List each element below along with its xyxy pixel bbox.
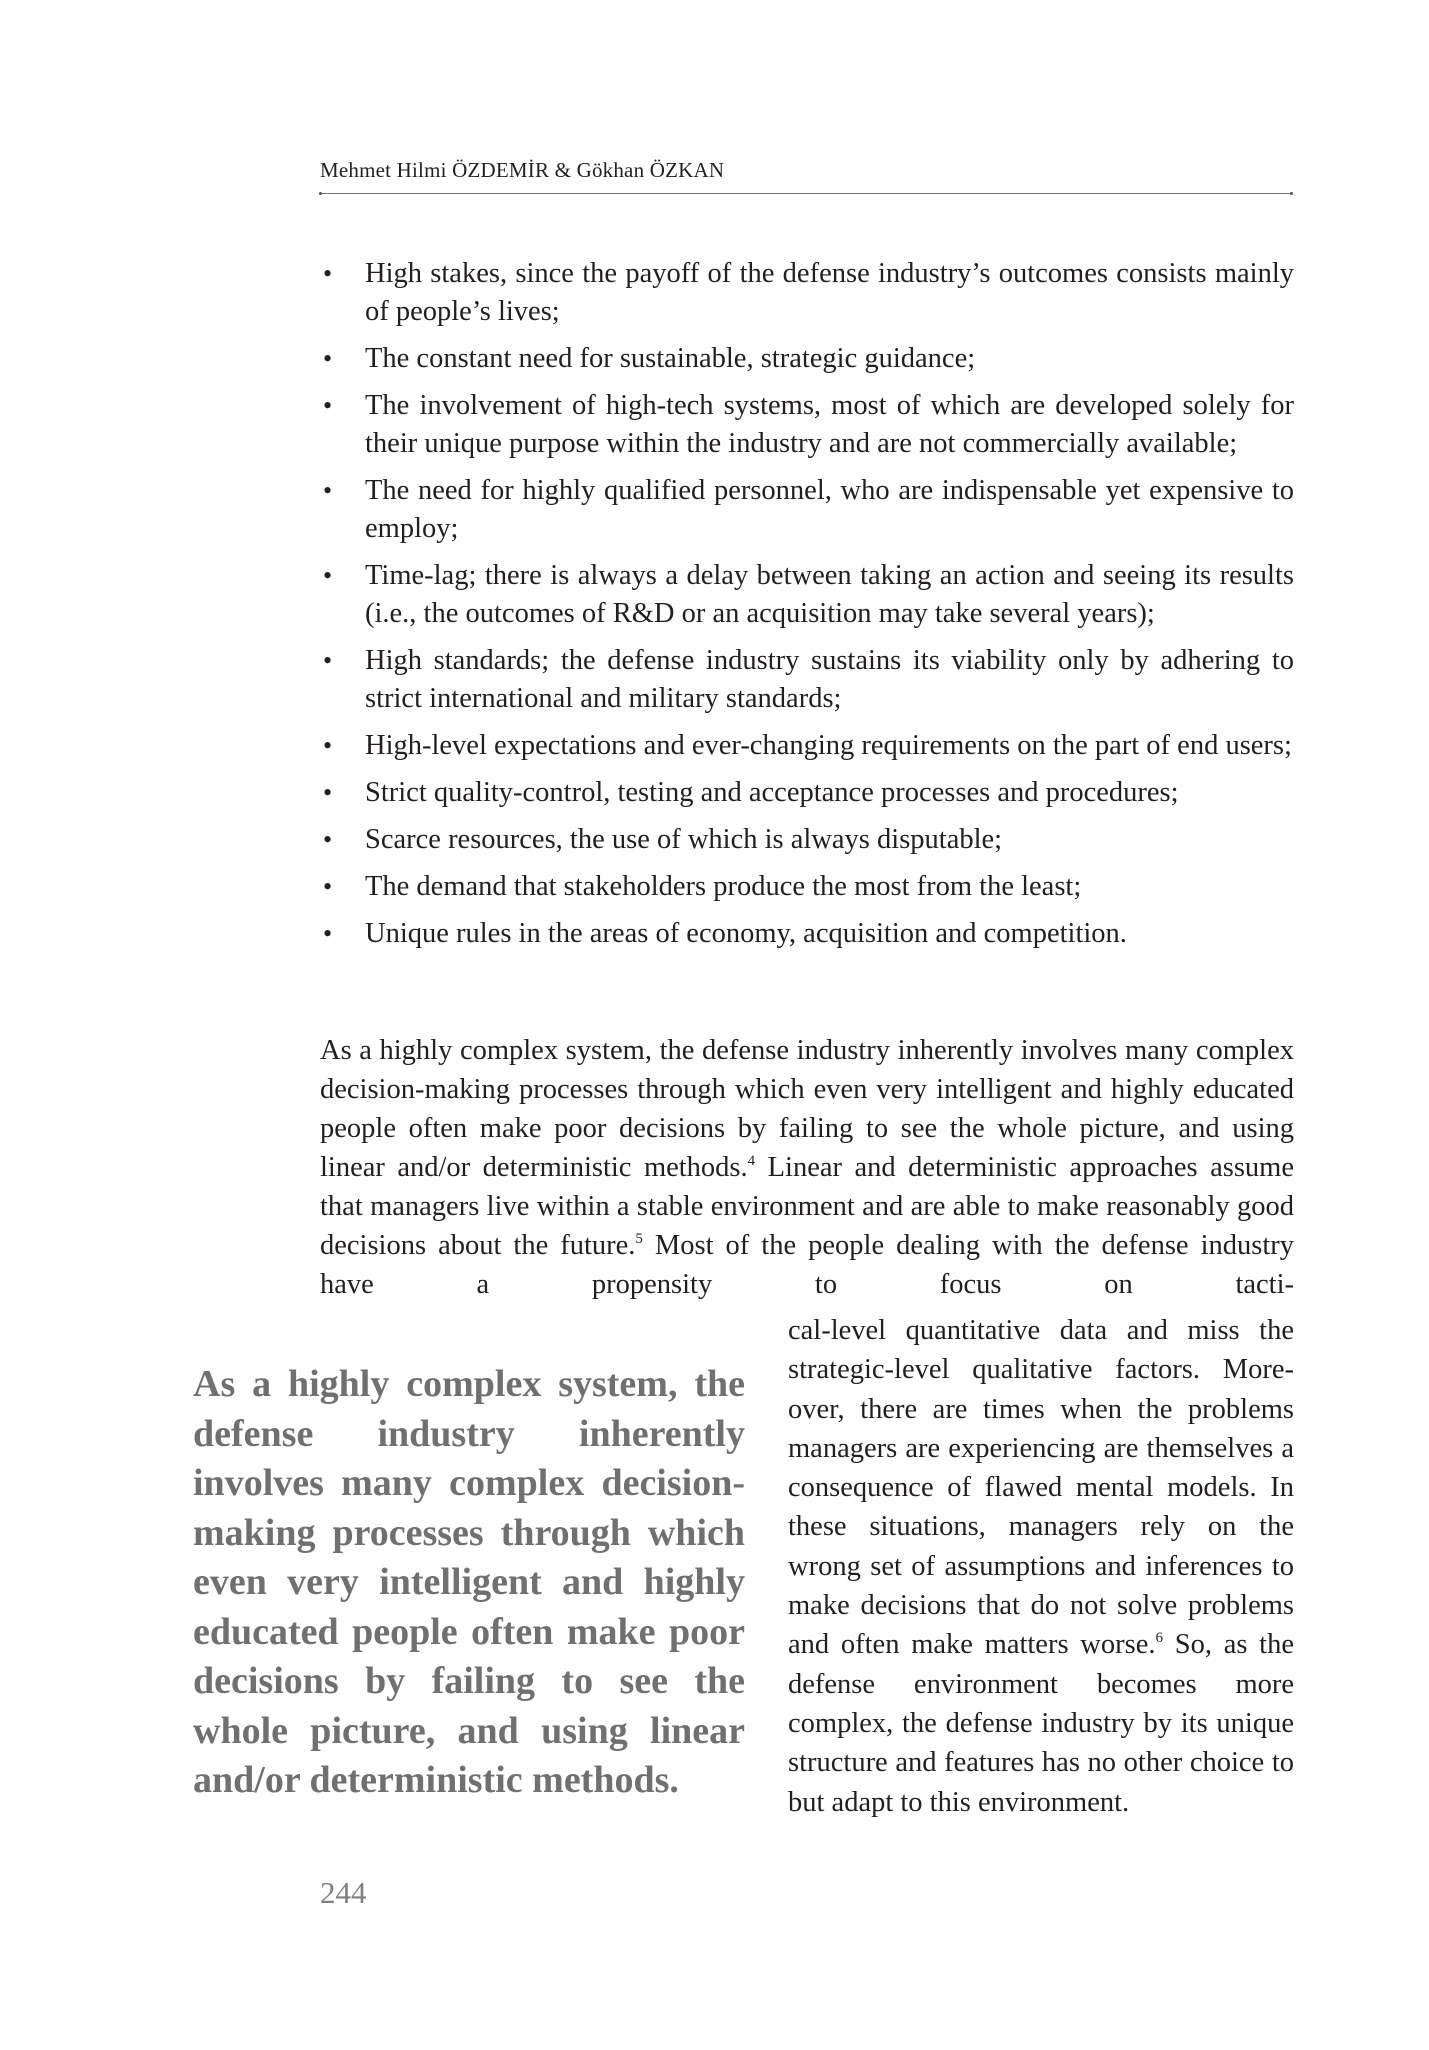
bullet-icon: • xyxy=(323,825,333,854)
footnote-ref-5: 5 xyxy=(635,1231,643,1247)
list-item-text: Time-lag; there is always a delay between taking an action and seeing its results (i.e., the outcomes of R&D or an acquisition may take several years); xyxy=(365,560,1294,629)
list-item-text: The need for highly qualified personnel, who are indispensable yet expensive to employ; xyxy=(365,475,1294,544)
pull-quote: As a highly complex system, the defense industry inherently involves many complex decision-making processes through which even very intelligent and highly educated people often make poor decisions by failing to see the whole picture, and using linear and/or deterministic methods. xyxy=(193,1363,745,1801)
bullet-icon: • xyxy=(323,731,333,760)
list-item xyxy=(320,915,1294,953)
bullet-icon: • xyxy=(323,872,333,901)
bullet-list xyxy=(320,255,1294,962)
list-item-text: High-level expectations and ever-changing requirements on the part of end users; xyxy=(365,730,1292,761)
list-item xyxy=(320,557,1294,633)
body-text-part1: As a highly complex system, the defense industry inherently involves many complex decision-making processes through which even very intelligent and highly educated people often make poor decisions by failing to see the whole picture, and using linear and/or deterministic methods. xyxy=(320,1035,1294,1183)
list-item xyxy=(320,387,1294,463)
list-item-text: Strict quality-control, testing and acceptance processes and procedures; xyxy=(365,777,1179,808)
body-paragraph xyxy=(320,1031,1294,1304)
footnote-ref-4: 4 xyxy=(747,1153,756,1169)
body-text-part2: Linear and deterministic approaches assume that managers live within a stable environment and are able to make reasonably good decisions about the future. xyxy=(320,1152,1294,1261)
list-item-text: The constant need for sustainable, strategic guidance; xyxy=(365,343,976,374)
list-item xyxy=(320,727,1294,765)
bullet-icon: • xyxy=(323,476,333,505)
bullet-icon: • xyxy=(323,646,333,675)
list-item xyxy=(320,255,1294,331)
list-item-text: Unique rules in the areas of economy, acquisition and competition. xyxy=(365,918,1127,949)
bullet-icon: • xyxy=(323,919,333,948)
list-item xyxy=(320,868,1294,906)
list-item xyxy=(320,642,1294,718)
footnote-ref-6: 6 xyxy=(1155,1630,1163,1647)
column-paragraph xyxy=(788,1311,1294,1822)
list-item-text: High stakes, since the payoff of the defense industry’s outcomes consists mainly of people’s lives; xyxy=(365,258,1294,327)
column-text-part2: So, as the defense environment becomes more complex, the defense industry by its unique structure and features has no other choice to but adapt to this environment. xyxy=(788,1629,1294,1818)
list-item-text: The demand that stakeholders produce the most from the least; xyxy=(365,871,1082,902)
running-head: Mehmet Hilmi ÖZDEMİR & Gökhan ÖZKAN xyxy=(320,158,725,182)
list-item xyxy=(320,340,1294,378)
bullet-icon: • xyxy=(323,344,333,373)
list-item-text: The involvement of high-tech systems, most of which are developed solely for their unique purpose within the industry and are not commercially available; xyxy=(365,390,1294,459)
bullet-icon: • xyxy=(323,259,333,288)
bullet-icon: • xyxy=(323,778,333,807)
list-item-text: High standards; the defense industry sustains its viability only by adhering to strict international and military standards; xyxy=(365,645,1294,714)
list-item xyxy=(320,821,1294,859)
header-rule xyxy=(320,193,1292,194)
list-item xyxy=(320,774,1294,812)
body-text-part3: Most of the people dealing with the defense industry have a propensity to focus on tacti- xyxy=(320,1230,1294,1300)
list-item xyxy=(320,472,1294,548)
list-item-text: Scarce resources, the use of which is always disputable; xyxy=(365,824,1003,855)
page-number: 244 xyxy=(320,1875,367,1910)
column-text-part1: cal-level quantitative data and miss the strategic-level qualitative factors. Moreover, there are times when the problems managers are experiencing are themselves a consequence of flawed mental models. In these situations, managers rely on the wrong set of assumptions and inferences to make decisions that do not solve problems and often make matters worse. xyxy=(788,1315,1294,1661)
bullet-icon: • xyxy=(323,391,333,420)
bullet-icon: • xyxy=(323,561,333,590)
